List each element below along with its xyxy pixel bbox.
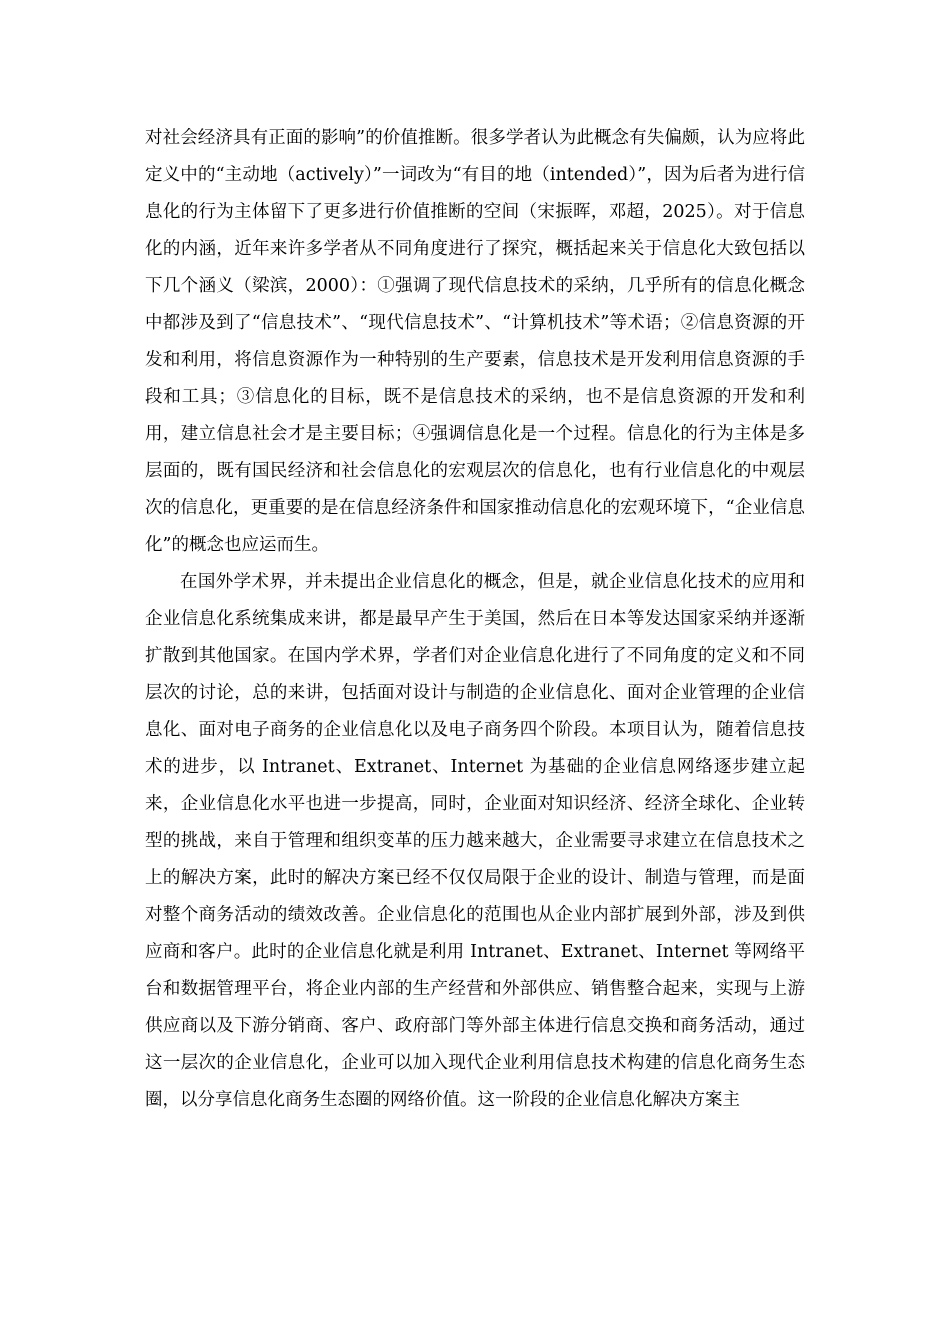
paragraph-continuation: 对社会经济具有正面的影响”的价值推断。很多学者认为此概念有失偏颇，认为应将此定义中的“主动地（actively）”一词改为“有目的地（intended）”，因为后者为进行信息化的行为主体留下了更多进行价值推断的空间（宋振晖，邓超，2025）。对于信息化的内涵，近年来许多学者从不同角度进行了探究，概括起来关于信息化大致包括以下几个涵义（梁滨，2000）：①强调了现代信息技术的采纳，几乎所有的信息化概念中都涉及到了“信息技术”、“现代信息技术”、“计算机技术”等术语；②信息资源的开发和利用，将信息资源作为一种特别的生产要素，信息技术是开发利用信息资源的手段和工具；③信息化的目标，既不是信息技术的采纳，也不是信息资源的开发和利用，建立信息社会才是主要目标；④强调信息化是一个过程。信息化的行为主体是多层面的，既有国民经济和社会信息化的宏观层次的信息化，也有行业信息化的中观层次的信息化，更重要的是在信息经济条件和国家推动信息化的宏观环境下，“企业信息化”的概念也应运而生。	[145, 128, 805, 555]
paragraph-enterprise-informatization: 在国外学术界，并未提出企业信息化的概念，但是，就企业信息化技术的应用和企业信息化系统集成来讲，都是最早产生于美国，然后在日本等发达国家采纳并逐渐扩散到其他国家。在国内学术界，学者们对企业信息化进行了不同角度的定义和不同层次的讨论，总的来讲，包括面对设计与制造的企业信息化、面对企业管理的企业信息化、面对电子商务的企业信息化以及电子商务四个阶段。本项目认为，随着信息技术的进步，以 Intranet、Extranet、Internet 为基础的企业信息网络逐步建立起来，企业信息化水平也进一步提高，同时，企业面对知识经济、经济全球化、企业转型的挑战，来自于管理和组织变革的压力越来越大，企业需要寻求建立在信息技术之上的解决方案，此时的解决方案已经不仅仅局限于企业的设计、制造与管理，而是面对整个商务活动的绩效改善。企业信息化的范围也从企业内部扩展到外部，涉及到供应商和客户。此时的企业信息化就是利用 Intranet、Extranet、Internet 等网络平台和数据管理平台，将企业内部的生产经营和外部供应、销售整合起来，实现与上游供应商以及下游分销商、客户、政府部门等外部主体进行信息交换和商务活动，通过这一层次的企业信息化，企业可以加入现代企业利用信息技术构建的信息化商务生态圈，以分享信息化商务生态圈的网络价值。这一阶段的企业信息化解决方案主	[145, 572, 805, 1110]
body-text	[145, 120, 805, 1119]
